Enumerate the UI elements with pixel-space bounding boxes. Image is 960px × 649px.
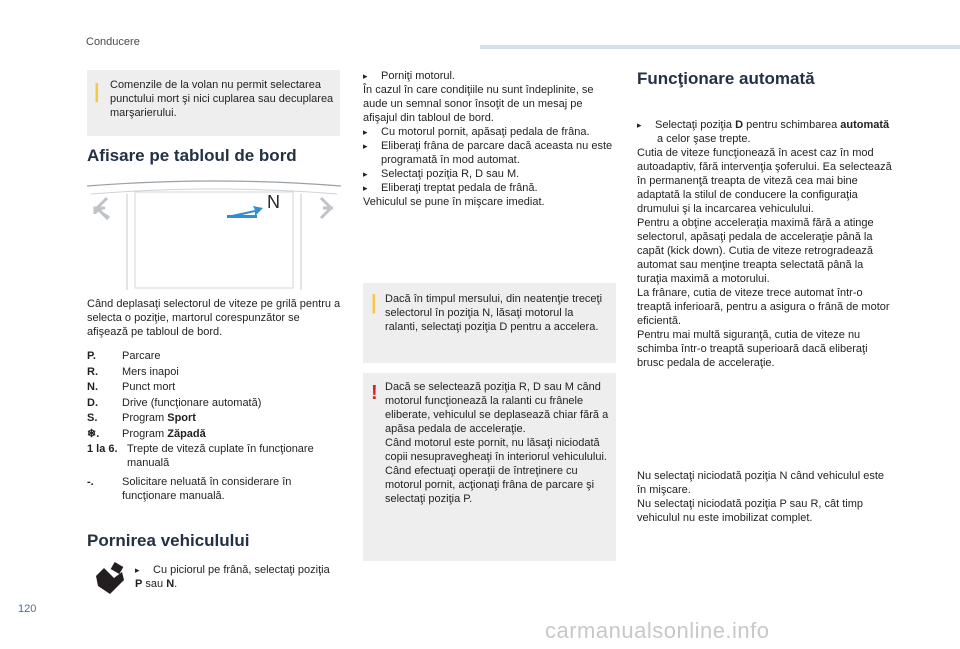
foot-brake-icon	[92, 562, 126, 596]
warning-text: Când motorul este pornit, nu lăsaţi niciodată copii nesupravegheaţi în interiorul vehiculului.	[385, 437, 607, 463]
legend-row: D. Drive (funcţionare automată)	[87, 396, 262, 409]
display-svg	[87, 178, 341, 290]
gear-arrow-icon	[227, 206, 263, 218]
warning-note-start	[363, 373, 616, 561]
auto-paragraph: Pentru a obţine acceleraţia maximă fără a atinge selectorul, apăsaţi pedala de acceleraţie până la capăt (kick down). Cutia de viteze retrogradează automat sau menţine treapta selectată până la turaţia maximă a motorului.	[637, 217, 874, 285]
start-steps	[363, 69, 616, 209]
dashboard-display-illustration	[87, 178, 341, 290]
step-item: ▸ Selectaţi poziţia R, D sau M.	[363, 168, 520, 180]
warning-text: Când efectuaţi operaţii de întreţinere cu motorul pornit, acţionaţi frâna de parcare şi selectaţi poziţia P.	[385, 465, 595, 505]
step-item: ▸ Cu motorul pornit, apăsaţi pedala de frâna.	[363, 126, 590, 138]
section-title: Conducere	[86, 36, 140, 48]
info-note-text: Comenzile de la volan nu permit selectarea punctului mort şi nici cuplarea sau decuplarea marşarierului.	[110, 79, 334, 119]
auto-bullet: ▸ Selectaţi poziţia D pentru schimbarea automată a celor şase trepte.	[637, 119, 890, 145]
warning-text: Dacă se selectează poziţia R, D sau M când motorul funcţionează la ralanti cu frânele eliberate, vehiculul se deplasează chiar fără a apăsa pedala de acceleraţie.	[385, 381, 609, 435]
start-bullet: ▸ Cu piciorul pe frână, selectaţi poziţia P sau N.	[135, 564, 330, 590]
auto-paragraph: La frânare, cutia de viteze trece automat într-o treaptă inferioară, pentru a asigura o frână de motor eficientă.	[637, 287, 890, 327]
info-icon: |	[371, 292, 377, 314]
step-item: ▸ Eliberaţi treptat pedala de frână.	[363, 182, 538, 194]
display-intro: Când deplasaţi selectorul de viteze pe grilă pentru a selecta o poziţie, martorul corespunzător se afişează pe tabloul de bord.	[87, 298, 341, 338]
step-item: ▸ Eliberaţi frâna de parcare dacă aceasta nu este programată în mod automat.	[363, 140, 613, 166]
warning-icon: !	[371, 382, 378, 404]
step-item: În cazul în care condiţiile nu sunt îndeplinite, se aude un semnal sonor însoţit de un mesaj pe afişajul din tabloul de bord.	[363, 84, 594, 124]
section-heading-auto: Funcţionare automată	[637, 69, 815, 88]
info-note-steering	[87, 70, 340, 136]
legend-row: -. Solicitare neluată în considerare în funcţionare manuală.	[87, 476, 292, 502]
page-number: 120	[18, 603, 37, 615]
legend-row: 1 la 6. Trepte de viteză cuplate în funcţionare manuală	[87, 443, 314, 469]
gear-indicator: N	[267, 192, 280, 212]
auto-mode-text	[637, 118, 895, 370]
auto-paragraph: Cutia de viteze funcţionează în acest caz în mod autoadaptiv, fără intervenţia şoferului. Ea selectează în permanenţă treapta de viteză cea mai bine adaptată la stilul de conducere la configuraţia drumului şi la incarcarea vehiculului.	[637, 147, 892, 215]
section-heading-start: Pornirea vehiculului	[87, 531, 250, 550]
bullet-icon: ▸	[135, 565, 140, 575]
auto-warning: Nu selectaţi niciodată poziţia N când vehiculul este în mişcare.	[637, 470, 885, 496]
legend-row: R. Mers inapoi	[87, 365, 179, 378]
section-heading-display: Afisare pe tabloul de bord	[87, 146, 297, 165]
auto-warnings	[637, 469, 895, 525]
step-item: Vehiculul se pune în mişcare imediat.	[363, 196, 545, 208]
info-note-neutral	[363, 283, 616, 363]
legend-row: S. Program Sport	[87, 412, 196, 424]
info-note-text: Dacă în timpul mersului, din neatenţie treceţi selectorul în poziţia N, lăsaţi motorul la ralanti, selectaţi poziţia D pentru a accelera.	[385, 293, 603, 333]
legend-row: ❄. Program Zăpadă	[87, 427, 206, 440]
legend-row: N. Punct mort	[87, 381, 176, 393]
watermark: carmanualsonline.info	[545, 618, 770, 643]
arrow-right-icon	[321, 198, 333, 218]
header-bar	[480, 45, 960, 49]
auto-paragraph: Pentru mai multă siguranţă, cutia de viteze nu schimba într-o treaptă superioară dacă eliberaţi brusc pedala de acceleraţie.	[637, 329, 868, 369]
gear-legend	[87, 349, 343, 503]
arrow-left-icon	[95, 198, 109, 218]
auto-warning: Nu selectaţi niciodată poziţia P sau R, cât timp vehiculul nu este imobilizat complet.	[637, 498, 864, 524]
info-icon: |	[94, 81, 100, 103]
legend-row: P. Parcare	[87, 350, 161, 362]
step-item: ▸ Porniţi motorul.	[363, 70, 455, 82]
